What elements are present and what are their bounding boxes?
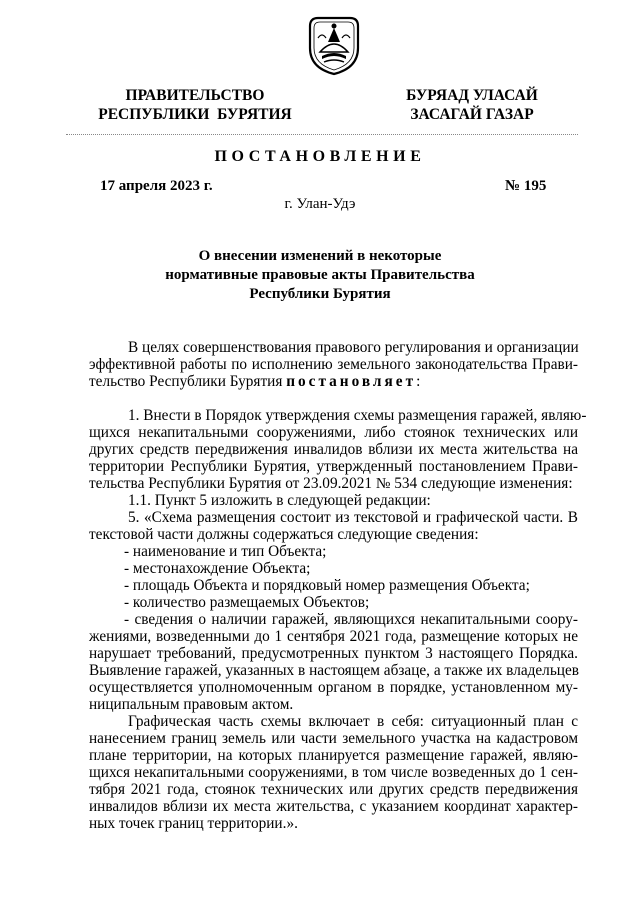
body-line: других средств передвижения инвалидов вблизи их места жительства на bbox=[89, 441, 578, 458]
body-text: : bbox=[416, 373, 421, 390]
document-title bbox=[120, 247, 520, 304]
title-line: нормативные правовые акты Правительства bbox=[165, 267, 475, 283]
body-line: инвалидов вблизи их места жительства, с указанием координат характер- bbox=[89, 798, 578, 815]
body-line: 1. Внести в Порядок утверждения схемы размещения гаражей, являю- bbox=[128, 407, 587, 424]
body-line: ных точек границ территории.». bbox=[89, 815, 298, 832]
list-item: - местонахождение Объекта; bbox=[124, 560, 311, 577]
body-line: В целях совершенствования правового регулирования и организации bbox=[128, 339, 579, 356]
body-line: 5. «Схема размещения состоит из текстовой и графической части. В bbox=[128, 509, 578, 526]
body-line: территории Республики Бурятия, утвержденный постановлением Прави- bbox=[89, 458, 578, 475]
body-line: плане территории, на которых планируется размещение гаражей, являю- bbox=[89, 747, 578, 764]
header-separator bbox=[66, 134, 578, 135]
header-right-line1: БУРЯАД УЛАСАЙ bbox=[406, 87, 538, 104]
body-line: Графическая часть схемы включает в себя: ситуационный план с bbox=[128, 713, 578, 730]
body-line: 1.1. Пункт 5 изложить в следующей редакции: bbox=[128, 492, 431, 509]
header-government-ru bbox=[70, 86, 320, 124]
body-line: текстовой части должны содержаться следующие сведения: bbox=[89, 526, 479, 543]
title-line: О внесении изменений в некоторые bbox=[198, 248, 442, 264]
list-item: - наименование и тип Объекта; bbox=[124, 543, 327, 560]
header-left-line2: РЕСПУБЛИКИ БУРЯТИЯ bbox=[98, 106, 292, 123]
document-city: г. Улан-Удэ bbox=[284, 196, 356, 212]
header-left-line1: ПРАВИТЕЛЬСТВО bbox=[125, 87, 265, 104]
body-line: тября 2021 года, стоянок технических или других средств передвижения bbox=[89, 781, 578, 798]
body-line: тельства Республики Бурятия от 23.09.2021 № 534 следующие изменения: bbox=[89, 475, 573, 492]
body-line: эффективной работы по исполнению земельного законодательства Прави- bbox=[89, 356, 578, 373]
document-number: № 195 bbox=[505, 178, 547, 194]
body-line: жениями, возведенными до 1 сентября 2021 года, размещение которых не bbox=[89, 628, 578, 645]
body-line: Выявление гаражей, указанных в настоящем абзаце, а также их владельцев bbox=[89, 662, 579, 679]
body-line: нанесением границ земель или части земельного участка на кадастровом bbox=[89, 730, 578, 747]
decree-verb: постановляет bbox=[286, 373, 417, 390]
body-text: тельство Республики Бурятия bbox=[89, 373, 287, 390]
document-date: 17 апреля 2023 г. bbox=[100, 178, 213, 194]
body-line: нарушает требований, предусмотренных пунктом 3 настоящего Порядка. bbox=[89, 645, 578, 662]
header-government-bua bbox=[382, 86, 562, 124]
body-line: осуществляется уполномоченным органом в порядке, установленном му- bbox=[89, 679, 578, 696]
body-line: - сведения о наличии гаражей, являющихся некапитальными соору- bbox=[124, 611, 578, 628]
list-item: - площадь Объекта и порядковый номер размещения Объекта; bbox=[124, 577, 530, 594]
title-line: Республики Бурятия bbox=[249, 286, 391, 302]
body-line: ниципальным правовым актом. bbox=[89, 696, 294, 713]
document-type: ПОСТАНОВЛЕНИЕ bbox=[214, 148, 426, 165]
body-line: щихся некапитальными сооружениями, либо стоянок технических или bbox=[89, 424, 578, 441]
body-line bbox=[89, 373, 420, 390]
body-line: щихся некапитальными сооружениями, в том числе возведенных до 1 сен- bbox=[89, 764, 578, 781]
header-right-line2: ЗАСАГАЙ ГАЗАР bbox=[410, 106, 534, 123]
list-item: - количество размещаемых Объектов; bbox=[124, 594, 370, 611]
coat-of-arms-icon bbox=[302, 12, 366, 76]
